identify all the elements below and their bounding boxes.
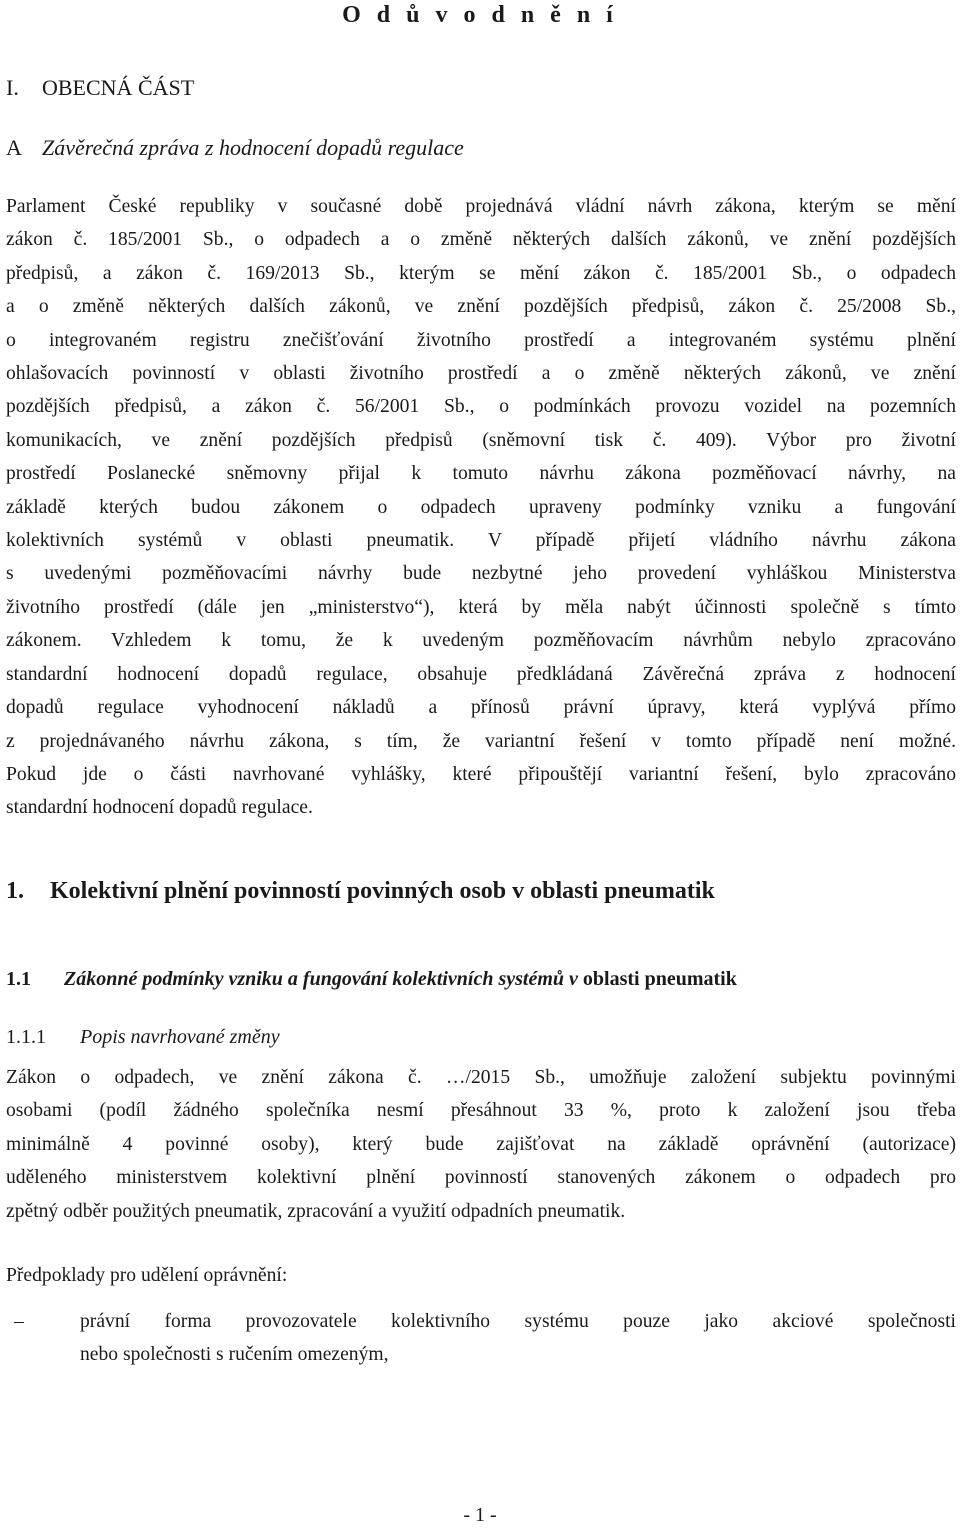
- intro-line: a o změně některých dalších zákonů, ve znění pozdějších předpisů, zákon č. 25/2008 Sb.,: [6, 296, 956, 318]
- intro-line: pozdějších předpisů, a zákon č. 56/2001 Sb., o podmínkách provozu vozidel na pozemních: [6, 396, 956, 418]
- list-item-line: nebo společnosti s ručením omezeným,: [80, 1344, 389, 1366]
- intro-line: s uvedenými pozměňovacími návrhy bude nezbytné jeho provedení vyhláškou Ministerstva: [6, 563, 956, 585]
- part-heading: [6, 74, 194, 102]
- body-line: uděleného ministerstvem kolektivní plnění povinností stanovených zákonem o odpadech pro: [6, 1167, 956, 1189]
- intro-line: Pokud jde o části navrhované vyhlášky, které připouštějí variantní řešení, bylo zpracováno: [6, 763, 956, 785]
- list-item: [6, 1305, 956, 1372]
- section-1-1-1-heading: [6, 1024, 280, 1050]
- intro-line: z projednávaného návrhu zákona, s tím, že variantní řešení v tomto případě není možné.: [6, 730, 956, 752]
- intro-line: komunikacích, ve znění pozdějších předpisů (sněmovní tisk č. 409). Výbor pro životní: [6, 429, 956, 451]
- intro-line: prostředí Poslanecké sněmovny přijal k tomuto návrhu zákona pozměňovací návrhy, na: [6, 463, 956, 485]
- intro-line: zákon č. 185/2001 Sb., o odpadech a o změně některých dalších zákonů, ve znění pozdějších: [6, 229, 956, 251]
- intro-line: ohlašovacích povinností v oblasti životního prostředí a o změně některých zákonů, ve znění: [6, 363, 956, 385]
- body-paragraph: [6, 1061, 956, 1228]
- body-line: minimálně 4 povinné osoby), který bude zajišťovat na základě oprávnění (autorizace): [6, 1133, 956, 1155]
- section-1-1-1-number: 1.1.1: [6, 1026, 46, 1048]
- part-number: I.: [6, 75, 19, 100]
- intro-line: standardní hodnocení dopadů regulace, obsahuje předkládaná Závěrečná zpráva z hodnocení: [6, 663, 956, 685]
- intro-line: dopadů regulace vyhodnocení nákladů a přínosů právní úpravy, která vyplývá přímo: [6, 697, 956, 719]
- section-1-1-heading: [6, 966, 737, 992]
- intro-line: Parlament České republiky v současné době projednává vládní návrh zákona, kterým se mění: [6, 196, 956, 217]
- part-title: OBECNÁ ČÁST: [42, 75, 195, 100]
- section-1-1-1-title: Popis navrhované změny: [80, 1026, 280, 1048]
- intro-line: standardní hodnocení dopadů regulace.: [6, 797, 313, 819]
- body-line: osobami (podíl žádného společníka nesmí přesáhnout 33 %, proto k založení jsou třeba: [6, 1100, 956, 1122]
- section-a-heading: [6, 134, 464, 162]
- list-item-text: [80, 1305, 956, 1372]
- intro-line: základě kterých budou zákonem o odpadech upraveny podmínky vzniku a fungování: [6, 496, 956, 518]
- section-a-letter: A: [6, 135, 22, 160]
- section-1-1-number: 1.1: [6, 968, 31, 990]
- prerequisites-paragraph: [6, 1259, 956, 1292]
- intro-paragraph: [6, 190, 956, 825]
- intro-line: předpisů, a zákon č. 169/2013 Sb., kterým se mění zákon č. 185/2001 Sb., o odpadech: [6, 262, 956, 284]
- intro-line: životního prostředí (dále jen „ministerstvo“), která by měla nabýt účinnosti společně s tímto: [6, 596, 956, 618]
- dash-bullet: –: [14, 1311, 24, 1332]
- section-1-heading: [6, 876, 715, 906]
- body-line: zpětný odběr použitých pneumatik, zpracování a využití odpadních pneumatik.: [6, 1200, 626, 1222]
- section-1-title: Kolektivní plnění povinností povinných osob v oblasti pneumatik: [50, 878, 715, 904]
- intro-line: o integrovaném registru znečišťování životního prostředí a integrovaném systému plnění: [6, 329, 956, 351]
- page-number: - 1 -: [463, 1504, 497, 1526]
- intro-line: kolektivních systémů v oblasti pneumatik. V případě přijetí vládního návrhu zákona: [6, 530, 956, 552]
- section-1-number: 1.: [6, 878, 24, 904]
- section-1-1-title-bold: oblasti pneumatik: [577, 968, 737, 990]
- prerequisites-label: Předpoklady pro udělení oprávnění:: [6, 1265, 288, 1286]
- section-1-1-title-italic: Zákonné podmínky vzniku a fungování kolektivních systémů v: [64, 968, 578, 990]
- document-title: O d ů v o d n ě n í: [342, 2, 618, 28]
- list-item-line: právní forma provozovatele kolektivního systému pouze jako akciové společnosti: [80, 1311, 956, 1332]
- section-a-title: Závěrečná zpráva z hodnocení dopadů regulace: [42, 135, 464, 160]
- body-line: Zákon o odpadech, ve znění zákona č. …/2015 Sb., umožňuje založení subjektu povinnými: [6, 1067, 956, 1088]
- intro-line: zákonem. Vzhledem k tomu, že k uvedeným pozměňovacím návrhům nebylo zpracováno: [6, 630, 956, 652]
